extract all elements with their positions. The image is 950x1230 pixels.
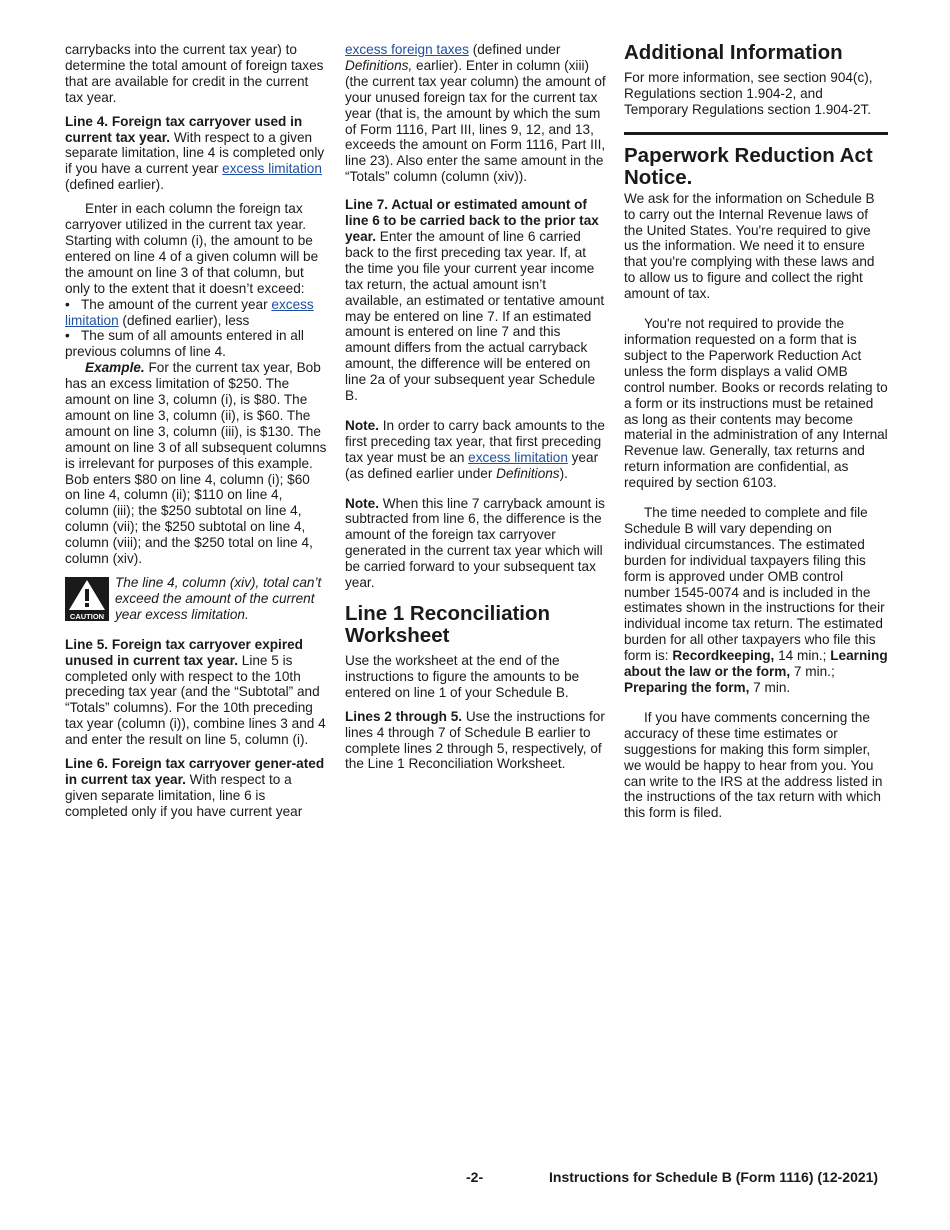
column-right — [624, 42, 888, 829]
burden-paragraph: The time needed to complete and file Schedule B will vary depending on individual circumstances. The estimated burden for individual taxpayers filing this form is approved under OMB control number 1545-0074 and is included in the estimates shown in the instructions for their individual income tax return. The estimated burden for all other taxpayers who file this form is: Recordkeeping, 14 min.; Learning about the law or the form, 7 min.; Preparing the form, 7 min. — [624, 505, 888, 695]
section-heading-additional-info: Additional Information — [624, 41, 843, 64]
additional-info-paragraph: For more information, see section 904(c), Regulations section 1.904-2, and Temporary Regulations section 1.904-2T. — [624, 70, 873, 117]
note-paragraph: Note. In order to carry back amounts to the first preceding tax year, that first preceding tax year must be an excess limitation year (as defined earlier under Definitions). — [345, 417, 605, 481]
section-heading-paperwork: Paperwork Reduction Act Notice. — [624, 143, 873, 189]
line4-heading: Line 4. Foreign tax carryover used in current tax year. — [65, 113, 303, 145]
enter-each-column-paragraph: Enter in each column the foreign tax carryover utilized in the current tax year. Starting with column (i), the amount to be entered on line 4 of a given column will be the amount on line 3 of that column, but only to the extent that it doesn’t exceed: — [65, 201, 319, 296]
line5-heading: Line 5. Foreign tax carryover expired unused in current tax year. — [65, 636, 303, 668]
line7-heading: Line 7. Actual or estimated amount of line 6 to be carried back to the prior tax year. — [345, 197, 599, 244]
caution-icon — [65, 577, 109, 621]
excess-limitation-link[interactable]: excess limitation — [468, 449, 568, 465]
caution-text: The line 4, column (xiv), total can’t exceed the amount of the current year excess limitation. — [115, 575, 322, 622]
lines-2-5-heading: Lines 2 through 5. — [345, 708, 463, 724]
bullet-item: • The amount of the current year excess limitation (defined earlier), less — [65, 296, 314, 328]
column-middle — [345, 42, 607, 780]
caution-note — [65, 575, 327, 623]
line7-paragraph: Line 7. Actual or estimated amount of line 6 to be carried back to the prior tax year. Enter the amount of line 6 carried back to the first preceding tax year. If, at the time you file your current year income tax return, the actual amount isn’t available, an estimated or tentative amount may be entered on line 7. If an estimated amount is entered on line 7 and this amount differs from the actual carryback amount, the difference will be entered on line 2a of your subsequent year Schedule B. — [345, 197, 605, 404]
worksheet-paragraph: Use the worksheet at the end of the instructions to figure the amounts to be entered on line 1 of your Schedule B. — [345, 653, 580, 700]
excess-foreign-taxes-paragraph: excess foreign taxes (defined under Definitions, earlier). Enter in column (xiii) (the current tax year column) the amount of your unused foreign tax for the current tax year (that is, the amount by which the sum of Form 1116, Part III, lines 9, 12, and 13, exceeds the amount on Form 1116, Part III, line 23). Also enter the same amount in the “Totals” column (column (xiv)). — [345, 42, 606, 185]
caution-label: CAUTION — [69, 612, 105, 621]
line6-heading: Line 6. Foreign tax carryover gener-ated in current tax year. — [65, 756, 325, 787]
example-paragraph: Example. For the current tax year, Bob has an excess limitation of $250. The amount on line 3, column (i), is $80. The amount on line 3, column (ii), is $60. The amount on line 3, column (iii), is $130. The amount on line 3 of all subsequent columns is irrelevant for purposes of this example. Bob enters $80 on line 4, column (i); $60 on line 4, column (ii); $110 on line 4, column (iii); the $250 subtotal on line 4, column (vii); the $250 subtotal on line 4, column (viii); and the $250 total on line 4, column (xiv). — [65, 360, 327, 567]
paperwork-paragraph: You're not required to provide the information requested on a form that is subject to the Paperwork Reduction Act unless the form displays a valid OMB control number. Books or records relating to a form or its instructions must be retained as long as their contents may become material in the administration of any Internal Revenue law. Generally, tax returns and return information are confidential, as required by section 6103. — [624, 316, 888, 491]
line5-paragraph: Line 5. Foreign tax carryover expired unused in current tax year. Line 5 is completed only with respect to the 10th preceding tax year (and the “Subtotal” and “Totals” columns). For the 10th preceding tax year (column (i)), combine lines 3 and 4 and enter the result on line 5, column (i). — [65, 636, 326, 748]
excess-limitation-link[interactable]: excess limitation — [65, 296, 314, 328]
section-heading-reconciliation: Line 1 Reconciliation Worksheet — [345, 602, 551, 647]
document-title: Instructions for Schedule B (Form 1116) (12-2021) — [549, 1169, 879, 1185]
bullet-item: • The sum of all amounts entered in all previous columns of line 4. — [65, 328, 304, 360]
column-left — [65, 42, 327, 828]
page-number: -2- — [466, 1169, 484, 1185]
example-label: Example. — [85, 360, 145, 376]
comments-paragraph: If you have comments concerning the accuracy of these time estimates or suggestions for making this form simpler, we would be happy to hear from you. You can write to the IRS at the address listed in the instructions of the tax return with which this form is filed. — [624, 709, 883, 821]
line6-paragraph: Line 6. Foreign tax carryover gener-ated in current tax year. With respect to a given separate limitation, line 6 is completed only if you have current year — [65, 756, 325, 819]
excess-limitation-link[interactable]: excess limitation — [222, 161, 322, 177]
paperwork-paragraph: We ask for the information on Schedule B to carry out the Internal Revenue laws of the United States. You're required to give us the information. We need it to ensure that you're complying with these laws and to allow us to figure and collect the right amount of tax. — [624, 190, 875, 302]
section-divider — [624, 132, 888, 135]
lines-2-5-paragraph: Lines 2 through 5. Use the instructions for lines 4 through 7 of Schedule B earlier to complete lines 2 through 5, respectively, of the Line 1 Reconciliation Worksheet. — [345, 708, 605, 772]
carryback-paragraph: carrybacks into the current tax year) to determine the total amount of foreign taxes that are available for credit in the current tax year. — [65, 42, 324, 105]
line4-paragraph: Line 4. Foreign tax carryover used in current tax year. With respect to a given separate limitation, line 4 is completed only if you have a current year excess limitation (defined earlier). — [65, 113, 325, 193]
note-paragraph: Note. When this line 7 carryback amount is subtracted from line 6, the difference is the amount of the foreign tax carryover generated in the current tax year which will be carried forward to your subsequent tax year. — [345, 495, 605, 591]
excess-foreign-taxes-link[interactable]: excess foreign taxes — [345, 42, 469, 57]
